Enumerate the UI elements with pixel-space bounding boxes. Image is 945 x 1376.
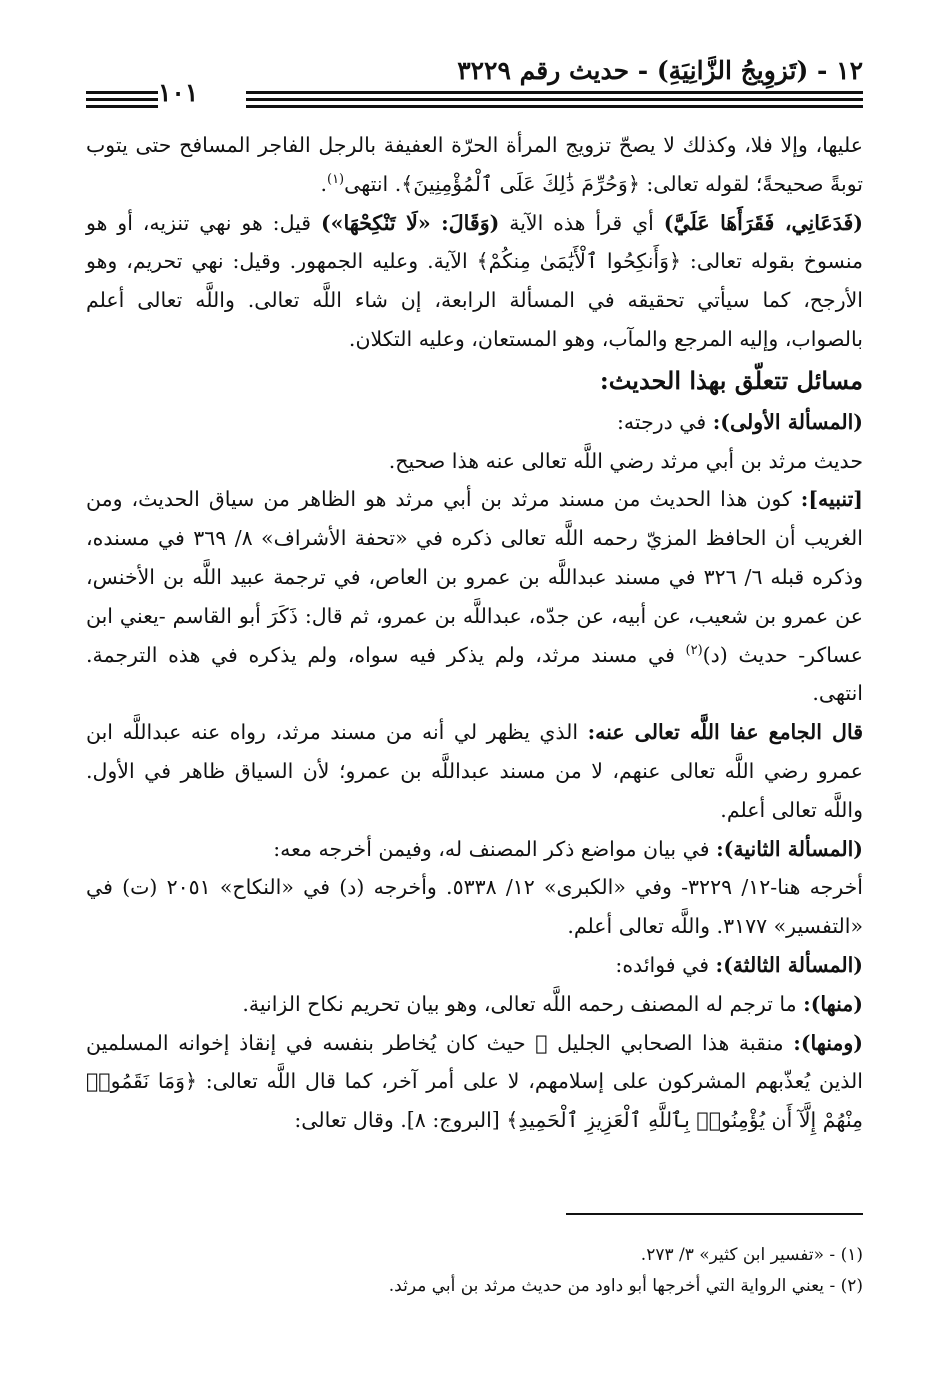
page-number: ١٠١ <box>158 78 199 107</box>
running-title: ١٢ - (تَزوِيجُ الزَّانِيَةِ) - حديث رقم ٣٢٢٩ <box>457 56 863 85</box>
paragraph: أخرجه هنا-١٢/ ٣٢٢٩- وفي «الكبرى» ١٢/ ٥٣٣٨. وأخرجه (د) في «النكاح» ٢٠٥١ (ت) في «التفسير» ٣١٧٧. واللَّه تعالى أعلم. <box>86 875 863 939</box>
paragraph: (ومنها): منقبة هذا الصحابي الجليل ﷺ حيث كان يُخاطر بنفسه في إنقاذ إخوانه المسلمين الذين يُعذّبهم المشركون على إسلامهم، لا على أمر آخر، كما قال اللَّه تعالى: ﴿وَمَا نَقَمُوا۟ مِنْهُمْ إِلَّآ أَن يُؤْمِنُوا۟ بِٱللَّهِ ٱلْعَزِيزِ ٱلْحَمِيدِ﴾ [البروج: ٨]. وقال تعالى: <box>86 1030 863 1133</box>
paragraph: [تنبيه]: كون هذا الحديث من مسند مرثد بن أبي مرثد هو الظاهر من سياق الحديث، ومن الغريب أن الحافظ المزيّ رحمه اللَّه تعالى ذكره في «تحفة الأشراف» ٨/ ٣٦٩ في مسنده، وذكره قبله ٦/ ٣٢٦ في مسند عبداللَّه بن عمرو بن العاص، في ترجمة عبيد اللَّه بن الأخنس، عن عمرو بن شعيب، عن أبيه، عن جدّه، عبداللَّه بن عمرو، ثم قال: ذَكَرَ أبو القاسم -يعني ابن عساكر- حديث (د)$^{(٢)}$ في مسند مرثد، ولم يذكر فيه سواه، ولم يذكره في هذه الترجمة. انتهى. <box>86 487 863 706</box>
header-rule <box>246 105 863 108</box>
footnote: (١) - «تفسير ابن كثير» ٣/ ٢٧٣. <box>640 1245 863 1265</box>
footnote-ref[interactable]: (٢) <box>685 642 703 658</box>
footnote-separator <box>566 1213 863 1215</box>
paragraph: (المسألة الثانية): في بيان مواضع ذكر المصنف له، وفيمن أخرجه معه: <box>273 836 863 861</box>
paragraph: قال الجامع عفا اللَّه تعالى عنه: الذي يظهر لي أنه من مسند مرثد، رواه عنه عبداللَّه ابن عمرو رضي اللَّه تعالى عنهم، لا من مسند عبداللَّه بن عمرو؛ لأن السياق ظاهر في الأول. واللَّه تعالى أعلم. <box>86 720 863 822</box>
paragraph: (فَدَعَانِي، فَقَرَأَهَا عَلَيَّ) أي قرأ هذه الآية (وَقَالَ: «لَا تَنْكِحْهَا») قيل: هو نهي تنزيه، أو هو منسوخ بقوله تعالى: ﴿وَأَنكِحُوا ٱلْأَيَٰمَىٰ مِنكُمْ﴾ الآية. وعليه الجمهور. وقيل: نهي تحريم، وهو الأرجح، كما سيأتي تحقيقه في المسألة الرابعة، إن شاء اللَّه تعالى. واللَّه تعالى أعلم بالصواب، وإليه المرجع والمآب، وهو المستعان، وعليه التكلان. <box>86 210 863 351</box>
paragraph: عليها، وإلا فلا، وكذلك لا يصحّ تزويج المرأة الحرّة العفيفة بالرجل الفاجر المسافح حتى يتوب توبةً صحيحةً؛ لقوله تعالى: ﴿وَحُرِّمَ ذَٰلِكَ عَلَى ٱلْمُؤْمِنِينَ﴾. انتهى$^{(١)}$. <box>86 133 863 196</box>
header-rule-short <box>86 105 158 108</box>
page-body <box>86 126 863 1140</box>
paragraph: (المسألة الثالثة): في فوائده: <box>615 952 863 977</box>
paragraph: (منها): ما ترجم له المصنف رحمه اللَّه تعالى، وهو بيان تحريم نكاح الزانية. <box>242 991 863 1016</box>
paragraph: (المسألة الأولى): في درجته: <box>616 409 863 434</box>
section-heading: مسائل تتعلّق بهذا الحديث: <box>599 365 863 395</box>
header-rule <box>246 98 863 101</box>
page-header <box>86 48 863 108</box>
footnote-ref[interactable]: (١) <box>326 171 345 187</box>
footnote: (٢) - يعني الرواية التي أخرجها أبو داود من حديث مرثد بن أبي مرثد. <box>388 1276 863 1296</box>
header-rule <box>246 91 863 94</box>
footnotes <box>86 1240 863 1302</box>
header-rule-short <box>86 98 158 101</box>
header-rule-short <box>86 91 158 94</box>
paragraph: حديث مرثد بن أبي مرثد رضي اللَّه تعالى عنه هذا صحيح. <box>388 448 863 473</box>
